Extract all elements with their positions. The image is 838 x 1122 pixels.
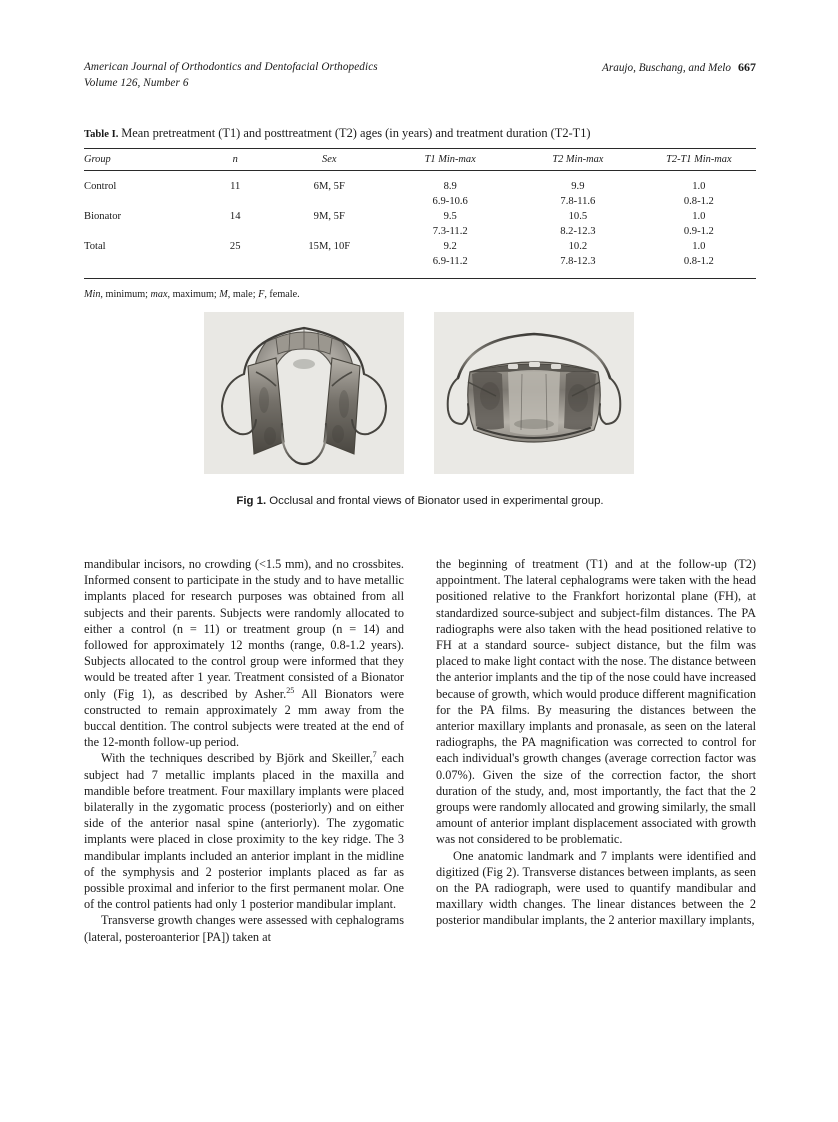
cell-spacer	[272, 255, 386, 278]
page-number: 667	[738, 60, 756, 74]
journal-volume-issue: Volume 126, Number 6	[84, 76, 189, 89]
paragraph-continued	[84, 556, 404, 750]
cell-n: 14	[229, 211, 241, 223]
table-header-row	[84, 149, 756, 171]
journal-title-line1: American Journal of Orthodontics and Dentofacial Orthopedics	[84, 61, 378, 73]
cell-t1-mean: 8.9	[443, 181, 457, 192]
cell-sex: 9M, 5F	[313, 211, 345, 223]
figure-block	[84, 312, 756, 509]
reference-marker-7: 7	[372, 750, 377, 760]
cell-group: Control	[84, 181, 117, 192]
table-block	[84, 126, 756, 302]
figure-caption-text: Occlusal and frontal views of Bionator used in experimental group.	[269, 495, 604, 507]
paragraph-landmarks: One anatomic landmark and 7 implants were identified and digitized (Fig 2). Transverse distances between implants, as seen on the PA radiograph, were used to quantify mandibular and maxillary width changes. The linear distances between the 2 posterior mandibular implants, the 2 anterior maxillary implants,	[436, 848, 756, 928]
footnote-abbr-min: Min	[84, 288, 101, 300]
cell-t2-range: 7.8-12.3	[560, 255, 596, 267]
cell-n: 25	[229, 241, 241, 253]
footnote-text-male: , male;	[227, 288, 259, 300]
footnote-abbr-male: M	[219, 288, 228, 300]
table-caption-text: Mean pretreatment (T1) and posttreatment (T2) ages (in years) and treatment duration (T2-T1)	[121, 126, 591, 140]
figure-images	[84, 312, 756, 474]
right-column	[436, 556, 756, 929]
cell-n: 11	[230, 181, 241, 192]
column-header-t2-t1: T2-T1 Min-max	[642, 149, 756, 171]
table-row-range	[84, 255, 756, 278]
data-table	[84, 148, 756, 278]
column-header-t1: T1 Min-max	[386, 149, 514, 171]
paragraph-radiographs: the beginning of treatment (T1) and at the follow-up (T2) appointment. The lateral cephalograms were taken with the head positioned relative to the Frankfort horizontal plane (FH), at standardized source-subject and subject-film distances. The PA radiographs were also taken with the head positioned relative to FH at a standard source- subject distance, but the film was placed to make light contact with the nose. The distance between the anterior implants and the tip of the nose could have increased because of growth, which would produce different magnification for the PA films. By measuring the distances between the anterior maxillary implants and pronasale, as seen on the lateral radiographs, the PA magnification was corrected to control for each individual's growth changes (average correction factor was 0.07%). Given the size of the correction factor, the short duration of the study, and, most importantly, the fact that the 2 groups were randomly allocated and growing similarly, the small amount of anterior implant displacement associated with growth was not considered to be problematic.	[436, 557, 756, 847]
cell-duration-range: 0.8-1.2	[683, 195, 714, 207]
footnote-abbr-female: F	[258, 288, 265, 300]
left-column	[84, 556, 404, 945]
cell-duration-mean: 1.0	[692, 211, 706, 223]
table-row	[84, 240, 756, 255]
paragraph-implants	[84, 750, 404, 912]
table-caption	[84, 126, 756, 142]
authors-running-head: Araujo, Buschang, and Melo	[602, 62, 731, 74]
cell-duration-range: 0.8-1.2	[683, 255, 714, 267]
cell-t1-mean: 9.2	[443, 241, 457, 253]
body-text	[84, 556, 756, 1056]
frontal-view-drawing	[434, 312, 634, 474]
cell-t2-mean: 10.5	[568, 211, 588, 223]
cell-sex: 6M, 5F	[313, 181, 345, 192]
journal-title	[84, 60, 378, 91]
occlusal-view-drawing	[204, 312, 404, 474]
footnote-text-max: , maximum;	[167, 288, 220, 300]
table-row	[84, 210, 756, 225]
cell-group: Bionator	[84, 211, 122, 223]
cell-spacer	[84, 195, 198, 211]
para1-part-b: All Bionators were constructed to remain approximately 2 mm away from the buccal dentition. The control subjects were treated at the end of the 12-month follow-up period.	[84, 686, 404, 750]
cell-t1-mean: 9.5	[443, 211, 457, 223]
cell-spacer	[198, 255, 272, 278]
para2-part-b: each subject had 7 metallic implants placed in the maxilla and mandible before treatment. Four maxillary implants were placed bilaterally in the zygomatic process (posteriorly) and on either side of the anterior nasal spine (anteriorly). The zygomatic implants were placed in close proximity to the key ridge. The 3 mandibular implants included an anterior implant in the midline of the symphysis and 2 posterior implants placed as far as possible proximal and inferior to the first permanent molar. One of the control patients had only 1 posterior mandibular implant.	[84, 751, 404, 912]
cell-t1-range: 6.9-10.6	[432, 195, 468, 207]
cell-spacer	[84, 225, 198, 241]
cell-t2-mean: 10.2	[568, 241, 588, 253]
cell-spacer	[84, 255, 198, 278]
cell-t1-range: 6.9-11.2	[432, 255, 468, 267]
paragraph-transverse-growth: Transverse growth changes were assessed with cephalograms (lateral, posteroanterior [PA]) taken at	[84, 913, 404, 944]
cell-duration-mean: 1.0	[692, 181, 706, 192]
table-body	[84, 171, 756, 278]
cell-spacer	[272, 195, 386, 211]
cell-spacer	[272, 225, 386, 241]
cell-group: Total	[84, 241, 106, 253]
table-label: Table I.	[84, 129, 119, 140]
table-header	[84, 149, 756, 171]
para2-part-a: With the techniques described by Björk and Skeiller,	[101, 751, 373, 766]
para1-part-a: mandibular incisors, no crowding (<1.5 mm), and no crossbites. Informed consent to participate in the study and to have metallic implants placed for research purposes was obtained from all subjects and their parents. Subjects were randomly allocated to either a control (n = 11) or treatment group (n = 14) and followed for approximately 12 months (range, 0.8-1.2 years). Subjects allocated to the control group were informed that they would be treated after 1 year. Treatment consisted of a Bionator only (Fig 1), as described by Asher.	[84, 557, 404, 701]
cell-duration-mean: 1.0	[692, 241, 706, 253]
reference-marker-25: 25	[286, 685, 295, 695]
figure-caption	[84, 494, 756, 509]
cell-t1-range: 7.3-11.2	[432, 225, 468, 237]
column-header-group: Group	[84, 149, 198, 171]
footnote-text-female: , female.	[264, 288, 300, 300]
footnote-abbr-max: max	[150, 288, 168, 300]
column-header-t2: T2 Min-max	[514, 149, 642, 171]
cell-spacer	[198, 195, 272, 211]
occlusal-view-bionator-image	[204, 312, 404, 474]
cell-spacer	[198, 225, 272, 241]
table-footnote	[84, 279, 756, 302]
table-row-range	[84, 195, 756, 211]
cell-t2-mean: 9.9	[571, 181, 585, 192]
cell-t2-range: 8.2-12.3	[560, 225, 596, 237]
table-row	[84, 171, 756, 195]
frontal-view-bionator-image	[434, 312, 634, 474]
column-header-sex: Sex	[272, 149, 386, 171]
column-header-n: n	[198, 149, 272, 171]
figure-label: Fig 1.	[236, 495, 267, 507]
cell-t2-range: 7.8-11.6	[560, 195, 596, 207]
cell-sex: 15M, 10F	[308, 241, 351, 253]
running-head	[84, 60, 756, 96]
footnote-text-min: , minimum;	[100, 288, 151, 300]
cell-duration-range: 0.9-1.2	[683, 225, 714, 237]
authors-and-page	[602, 60, 756, 77]
table-row-range	[84, 225, 756, 241]
